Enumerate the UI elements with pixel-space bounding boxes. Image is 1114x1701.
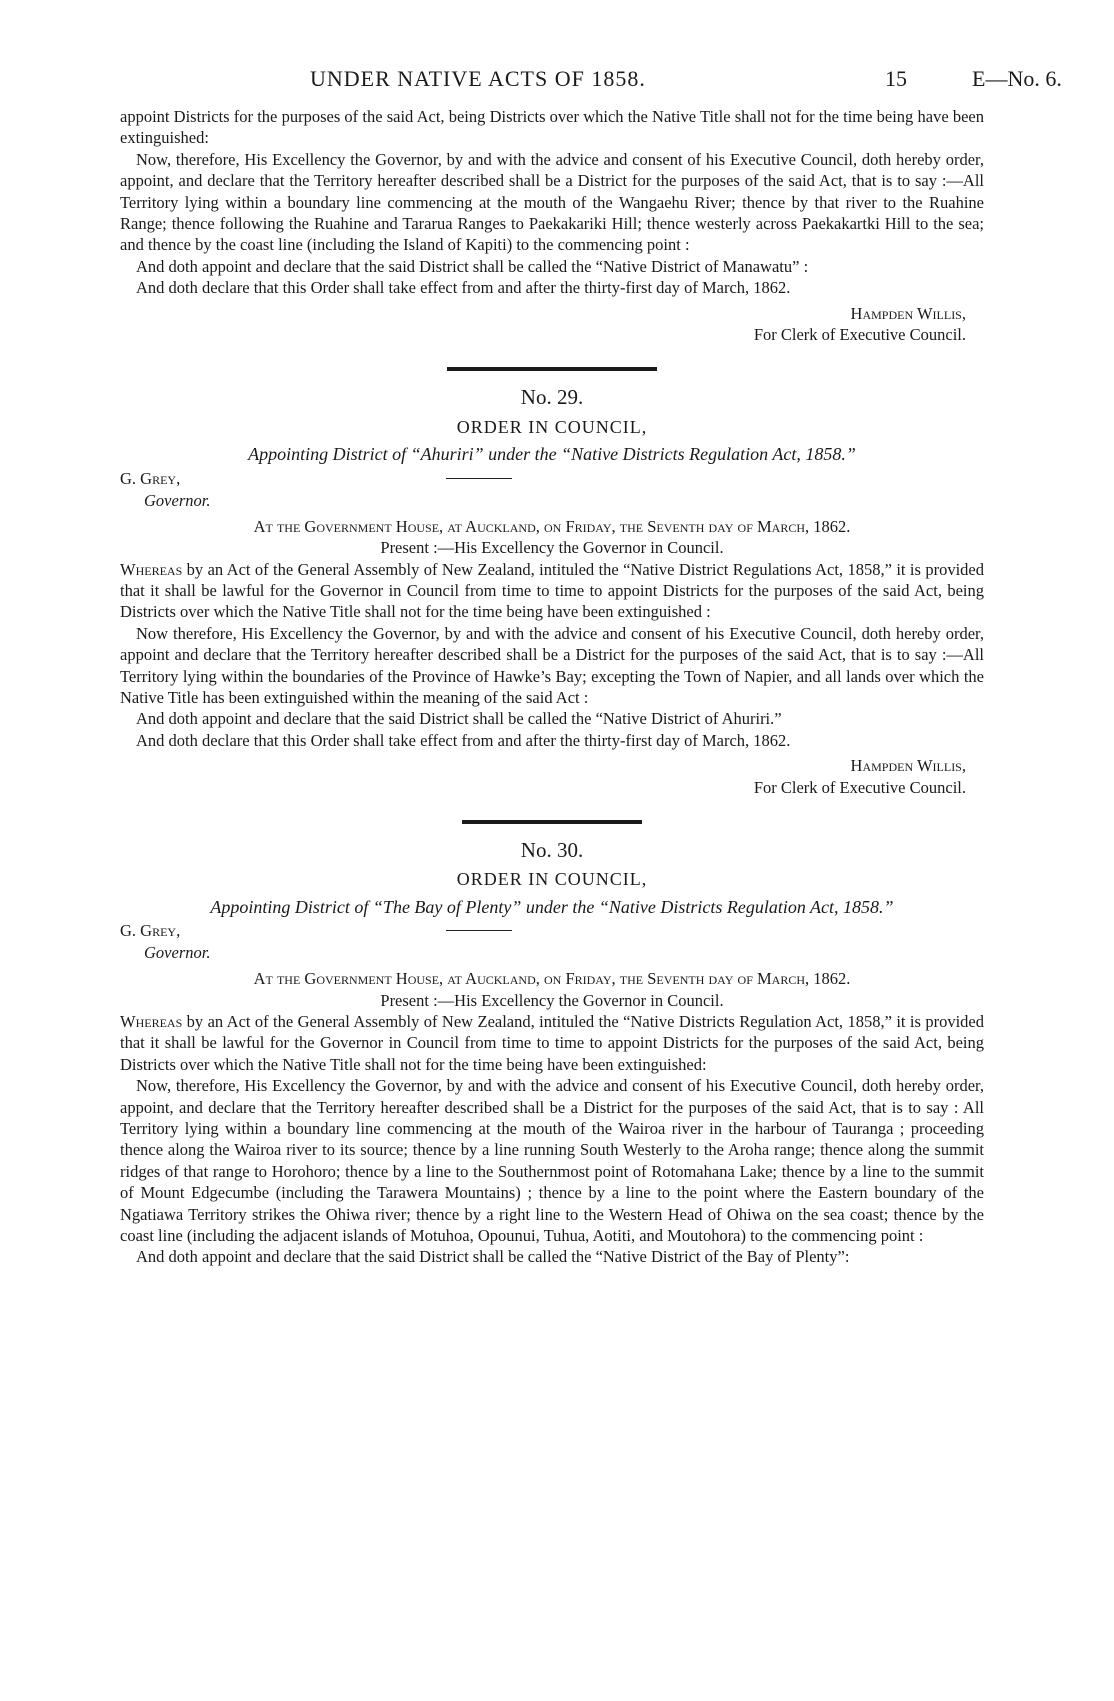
order-30 — [120, 837, 984, 1268]
paragraph: Now therefore, His Excellency the Governor, by and with the advice and consent of his Executive Council, doth hereby order, appoint and declare that the Territory hereafter described shall be a District for the purposes of the said Act, that is to say :—All Territory lying within the boundaries of the Province of Hawke’s Bay; excepting the Town of Napier, and all lands over which the Native Title has been extinguished within the meaning of the said Act : — [120, 623, 984, 707]
short-rule — [446, 478, 512, 479]
paragraph: Now, therefore, His Excellency the Governor, by and with the advice and consent of his Executive Council, doth hereby order, appoint, and declare that the Territory hereafter described shall be a District for the purposes of the said Act, that is to say : All Territory lying within a boundary line commencing at the mouth of the Wairoa river in the harbour of Tauranga ; proceeding thence along the Wairoa river to its source; thence by a line running South Westerly to the Aroha range; thence along the summit ridges of that range to Horohoro; thence by a line to the Southernmost point of Rotomahana Lake; thence by a line to the summit of Mount Edgecumbe (including the Tarawera Mountains) ; thence by a line to the point where the Eastern boundary of the Ngatiawa Territory strikes the Ohiwa river; thence by a right line to the Western Head of Ohiwa on the sea coast; thence by the coast line (including the adjacent islands of Motuhoa, Opounui, Tuhua, Aotiti, and Moutohora) to the commencing point : — [120, 1076, 984, 1246]
paragraph: And doth appoint and declare that the said District shall be called the “Native District of Manawatu” : — [136, 256, 809, 276]
order-number: No. 30. — [520, 837, 584, 862]
governor-role: Governor. — [144, 943, 211, 963]
order-subject: Appointing District of “The Bay of Plenty” under the “Native Districts Regulation Act, 1858.” — [210, 896, 894, 917]
order-subject: Appointing District of “Ahuriri” under the “Native Districts Regulation Act, 1858.” — [248, 444, 856, 465]
governor-signature — [120, 920, 984, 964]
order-title: ORDER IN COUNCIL, — [456, 416, 648, 437]
paragraph: appoint Districts for the purposes of the said Act, being Districts over which the Native Title shall not for the time being have been extinguished: — [120, 107, 984, 148]
governor-name: G. Grey, — [120, 921, 181, 941]
order-29 — [120, 387, 984, 798]
meeting-location: At the Government House, at Auckland, on Friday, the Seventh day of March, 1862. — [253, 969, 851, 989]
whereas-paragraph — [120, 1011, 984, 1075]
paragraph: Now, therefore, His Excellency the Governor, by and with the advice and consent of his Executive Council, doth hereby order, appoint, and declare that the Territory hereafter described shall be a District for the purposes of the said Act, that is to say :—All Territory lying within a boundary line commencing at the mouth of the Wangaehu River; thence by that river to the Ruahine Range; thence following the Ruahine and Tararua Ranges to Paekakariki Hill; thence westerly across Paekakartki Hill to the sea; and thence by the coast line (including the Island of Kapiti) to the commencing point : — [120, 149, 984, 255]
order-number: No. 29. — [520, 385, 584, 410]
governor-signature — [120, 468, 984, 512]
governor-name: G. Grey, — [120, 468, 181, 488]
present-line: Present :—His Excellency the Governor in Council. — [380, 990, 724, 1010]
order-manawatu-continued — [120, 106, 984, 345]
page-body — [120, 106, 984, 1268]
order-title: ORDER IN COUNCIL, — [456, 869, 648, 890]
signature-name: Hampden Willis, — [850, 756, 966, 776]
paragraph: And doth declare that this Order shall take effect from and after the thirty-first day of March, 1862. — [136, 730, 791, 750]
governor-role: Governor. — [144, 490, 211, 510]
document-reference: E—No. 6. — [972, 66, 1062, 91]
whereas-text: by an Act of the General Assembly of New Zealand, intituled the “Native District Regulations Act, 1858,” it is provided that it shall be lawful for the Governor in Council from time to time to appoint Districts for the purposes of the said Act, being Districts over which the Native Title shall not for the time being have been extinguished : — [120, 559, 984, 622]
signature-title: For Clerk of Executive Council. — [753, 777, 966, 797]
whereas-lead: Whereas — [120, 1012, 183, 1031]
short-rule — [446, 930, 512, 931]
paragraph: And doth appoint and declare that the said District shall be called the “Native District of the Bay of Plenty”: — [136, 1247, 850, 1267]
page-header — [0, 66, 1114, 96]
whereas-lead: Whereas — [120, 559, 183, 579]
signature-title: For Clerk of Executive Council. — [753, 325, 966, 345]
present-line: Present :—His Excellency the Governor in Council. — [380, 538, 724, 558]
meeting-location: At the Government House, at Auckland, on Friday, the Seventh day of March, 1862. — [253, 516, 851, 536]
page-number: 15 — [885, 66, 907, 91]
whereas-text: by an Act of the General Assembly of New Zealand, intituled the “Native Districts Regulation Act, 1858,” it is provided that it shall be lawful for the Governor in Council from time to time to appoint Districts for the purposes of the said Act, being Districts over which the Native Title shall not for the time being have been extinguished: — [120, 1012, 984, 1074]
section-divider — [462, 820, 642, 824]
running-title: UNDER NATIVE ACTS OF 1858. — [310, 66, 646, 91]
section-divider — [447, 367, 657, 371]
whereas-paragraph — [120, 559, 984, 623]
paragraph: And doth declare that this Order shall take effect from and after the thirty-first day of March, 1862. — [136, 278, 791, 298]
signature-name: Hampden Willis, — [850, 303, 966, 323]
paragraph: And doth appoint and declare that the said District shall be called the “Native District of Ahuriri.” — [136, 709, 782, 729]
